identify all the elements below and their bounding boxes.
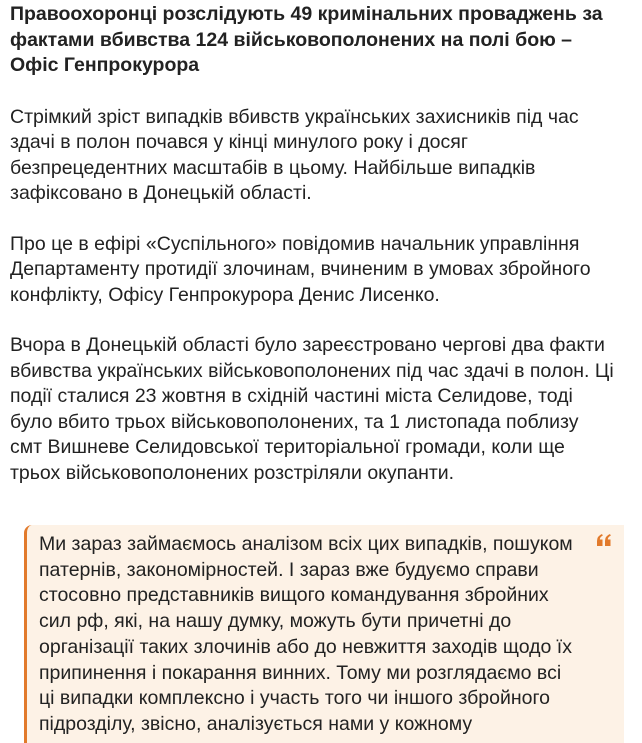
quote-mark-icon bbox=[596, 533, 612, 547]
blockquote bbox=[24, 525, 624, 743]
post-paragraph-2: Про це в ефірі «Суспільного» повідомив начальник управління Департаменту протидії злочинам, вчиненим в умовах збройного конфлікту, Офісу Генпрокурора Денис Лисенко. bbox=[10, 232, 591, 306]
post-headline: Правоохоронці розслідують 49 кримінальних проваджень за фактами вбивства 124 військовополонених на полі бою – Офіс Генпрокурора bbox=[10, 3, 603, 76]
post-paragraph-3: Вчора в Донецькій області було зареєстровано чергові два факти вбивства українських військовополонених під час здачі в полон. Ці події сталися 23 жовтня в східній частині міста Селидове, тоді було вбито трьох військовополонених, та 1 листопада поблизу смт Вишневе Селидовської територіальної громади, коли ще трьох військовополонених розстріляли окупанти. bbox=[10, 334, 614, 484]
blockquote-text: Ми зараз займаємось аналізом всіх цих випадків, пошуком патернів, закономірностей. І зараз вже будуємо справи стосовно представників вищого командування збройних сил рф, які, на нашу думку, можуть бути причетні до організації таких злочинів або до невжиття заходів щодо їх припинення і покарання винних. Тому ми розглядаємо всі ці випадки комплексно і участь того чи іншого збройного підрозділу, звісно, аналізується нами у кожному bbox=[39, 533, 573, 735]
post-paragraph-1: Стрімкий зріст випадків вбивств українських захисників під час здачі в полон почався у кінці минулого року і досяг безпрецедентних масштабів в цьому. Найбільше випадків зафіксовано в Донецькій області. bbox=[10, 105, 579, 204]
